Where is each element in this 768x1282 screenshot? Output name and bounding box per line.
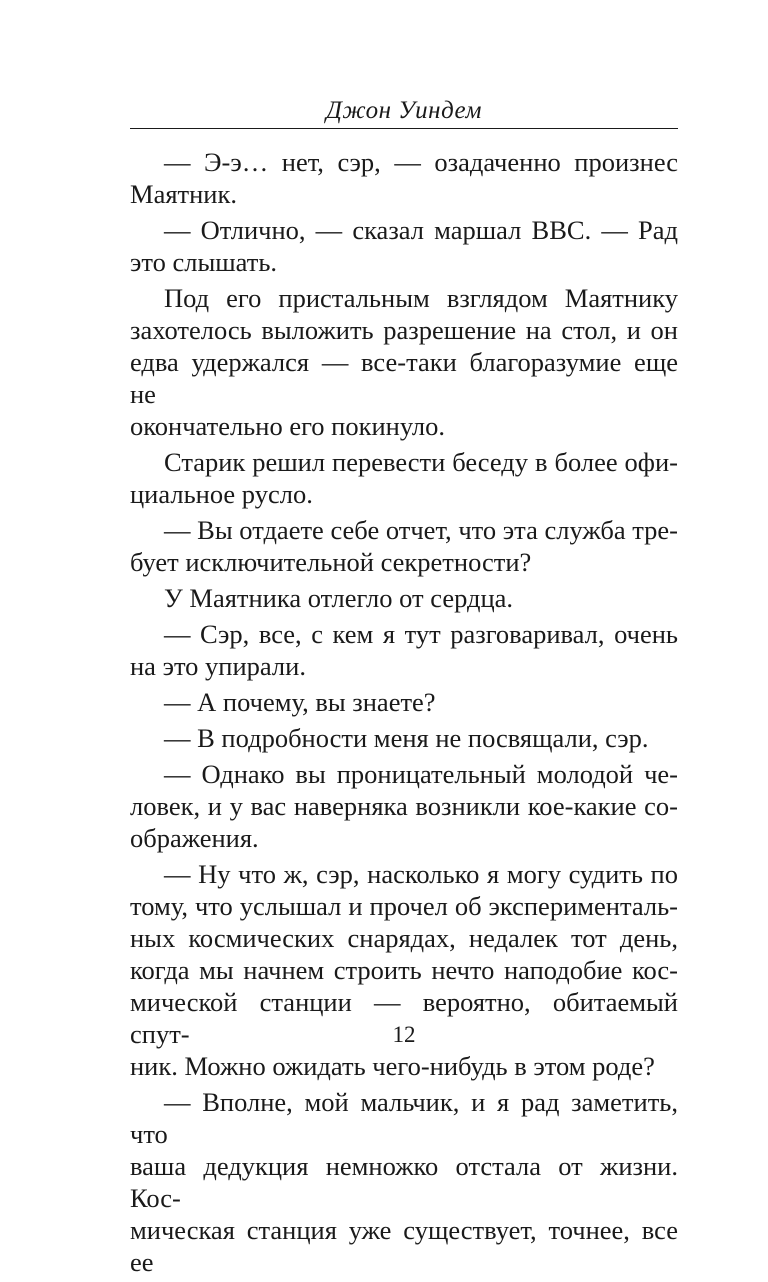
page-number: 12 <box>392 1022 416 1047</box>
text-line: захотелось выложить разрешение на стол, и он <box>130 315 678 345</box>
paragraph-7 <box>130 618 678 682</box>
text-line: ных космических снарядах, недалек тот день, <box>130 923 678 953</box>
text-line: — В подробности меня не посвящали, сэр. <box>164 723 649 753</box>
paragraph-4 <box>130 446 678 510</box>
text-line: на это упирали. <box>130 651 306 681</box>
text-line: Под его пристальным взглядом Маятнику <box>164 283 678 313</box>
text-line: окончательно его покинуло. <box>130 411 446 441</box>
text-line: — Отлично, — сказал маршал ВВС. — Рад <box>164 215 678 245</box>
text-line: — Вы отдаете себе отчет, что эта служба тре- <box>164 515 678 545</box>
text-line: ваша дедукция немножко отстала от жизни. Кос- <box>130 1151 678 1213</box>
running-head: Джон Уиндем <box>326 97 482 124</box>
text-line: — Э-э… нет, сэр, — озадаченно произнес <box>164 147 678 177</box>
text-line: когда мы начнем строить нечто наподобие кос- <box>130 955 678 985</box>
text-line: едва удержался — все-таки благоразумие еще не <box>130 347 678 409</box>
text-line: Маятник. <box>130 179 237 209</box>
text-line: — Вполне, мой мальчик, и я рад заметить, что <box>130 1087 678 1149</box>
text-line: бует исключительной секретности? <box>130 547 532 577</box>
text-line: У Маятника отлегло от сердца. <box>164 583 514 613</box>
text-line: — А почему, вы знаете? <box>164 687 436 717</box>
text-line: мической станции — вероятно, обитаемый спут- <box>130 987 678 1049</box>
paragraph-12 <box>130 1086 678 1278</box>
text-line: ображения. <box>130 823 259 853</box>
paragraph-5 <box>130 514 678 578</box>
text-line: ловек, и у вас наверняка возникли кое-какие со- <box>130 791 678 821</box>
paragraph-9 <box>130 722 678 754</box>
paragraph-8 <box>130 686 678 718</box>
paragraph-10 <box>130 758 678 854</box>
text-line: ник. Можно ожидать чего-нибудь в этом роде? <box>130 1051 655 1081</box>
paragraph-3 <box>130 282 678 442</box>
header-rule <box>130 128 678 129</box>
paragraph-6 <box>130 582 678 614</box>
text-line: — Сэр, все, с кем я тут разговаривал, очень <box>164 619 678 649</box>
paragraph-2 <box>130 214 678 278</box>
text-line: это слышать. <box>130 247 278 277</box>
body-text <box>130 146 678 1282</box>
text-line: мическая станция уже существует, точнее, все ее <box>130 1215 678 1277</box>
text-line: Старик решил перевести беседу в более офи- <box>164 447 678 477</box>
text-line: — Однако вы проницательный молодой че- <box>164 759 678 789</box>
text-line: циальное русло. <box>130 479 313 509</box>
text-line: — Ну что ж, сэр, насколько я могу судить по <box>164 859 678 889</box>
text-line: тому, что услышал и прочел об эксперименталь- <box>130 891 678 921</box>
paragraph-1 <box>130 146 678 210</box>
